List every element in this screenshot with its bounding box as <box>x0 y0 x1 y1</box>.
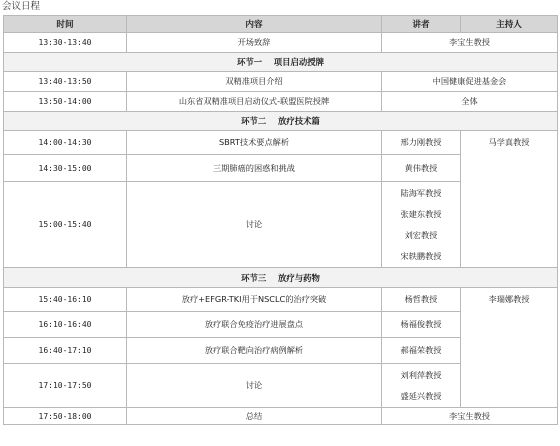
section-row <box>4 112 558 131</box>
speaker-name: 张建东教授 <box>400 208 442 219</box>
time-cell: 15:40-16:10 <box>4 288 127 312</box>
section-title: 环节一 项目启动授牌 <box>4 53 558 72</box>
speaker-name: 刘利萍教授 <box>400 369 442 380</box>
speaker-cell: 黄伟教授 <box>382 155 461 182</box>
time-cell: 14:00-14:30 <box>4 131 127 155</box>
table-row <box>4 408 558 425</box>
table-row <box>4 72 558 92</box>
header-row <box>4 16 558 33</box>
speaker-cell: 杨福俊教授 <box>382 312 461 338</box>
content-cell: SBRT技术要点解析 <box>127 131 382 155</box>
agenda-table <box>3 15 558 425</box>
speaker-cell: 郝福荣教授 <box>382 338 461 364</box>
content-cell: 总结 <box>127 408 382 425</box>
host-cell <box>461 288 558 408</box>
header-host: 主持人 <box>461 16 558 33</box>
time-cell: 16:10-16:40 <box>4 312 127 338</box>
table-row <box>4 288 558 312</box>
header-content: 内容 <box>127 16 382 33</box>
speaker-host-cell: 中国健康促进基金会 <box>382 72 558 92</box>
speaker-name: 陆海军教授 <box>400 187 442 198</box>
time-cell: 13:30-13:40 <box>4 33 127 53</box>
table-row <box>4 33 558 53</box>
host-cell <box>461 131 558 268</box>
section-row <box>4 53 558 72</box>
content-cell: 三期肺癌的困惑和挑战 <box>127 155 382 182</box>
content-cell: 放疗+EFGR-TKI用于NSCLC的治疗突破 <box>127 288 382 312</box>
section-title: 环节三 放疗与药物 <box>4 268 558 288</box>
section-row <box>4 268 558 288</box>
speaker-name: 刘宏教授 <box>404 229 438 240</box>
content-cell: 山东省双精准项目启动仪式-联盟医院授牌 <box>127 92 382 112</box>
time-cell: 17:50-18:00 <box>4 408 127 425</box>
speaker-host-cell: 李宝生教授 <box>382 33 558 53</box>
content-cell: 放疗联合靶向治疗病例解析 <box>127 338 382 364</box>
content-cell: 双精准项目介绍 <box>127 72 382 92</box>
speaker-name: 盛延兴教授 <box>400 390 442 401</box>
speaker-list-cell <box>382 182 461 268</box>
content-cell: 放疗联合免疫治疗进展盘点 <box>127 312 382 338</box>
content-cell: 开场致辞 <box>127 33 382 53</box>
host-name: 马学真教授 <box>488 137 530 147</box>
page-title: 会议日程 <box>2 1 41 12</box>
speaker-name: 宋轶鹏教授 <box>400 250 442 261</box>
header-speaker: 讲者 <box>382 16 461 33</box>
speaker-host-cell: 全体 <box>382 92 558 112</box>
section-title: 环节二 放疗技术篇 <box>4 112 558 131</box>
content-cell: 讨论 <box>127 182 382 268</box>
time-cell: 15:00-15:40 <box>4 182 127 268</box>
time-cell: 16:40-17:10 <box>4 338 127 364</box>
speaker-cell: 杨哲教授 <box>382 288 461 312</box>
time-cell: 13:50-14:00 <box>4 92 127 112</box>
header-time: 时间 <box>4 16 127 33</box>
content-cell: 讨论 <box>127 364 382 408</box>
speaker-host-cell: 李宝生教授 <box>382 408 558 425</box>
speaker-cell: 邢力刚教授 <box>382 131 461 155</box>
speaker-list-cell <box>382 364 461 408</box>
time-cell: 13:40-13:50 <box>4 72 127 92</box>
host-name: 李瑞娜教授 <box>488 294 530 304</box>
table-row <box>4 92 558 112</box>
time-cell: 17:10-17:50 <box>4 364 127 408</box>
table-row <box>4 131 558 155</box>
time-cell: 14:30-15:00 <box>4 155 127 182</box>
